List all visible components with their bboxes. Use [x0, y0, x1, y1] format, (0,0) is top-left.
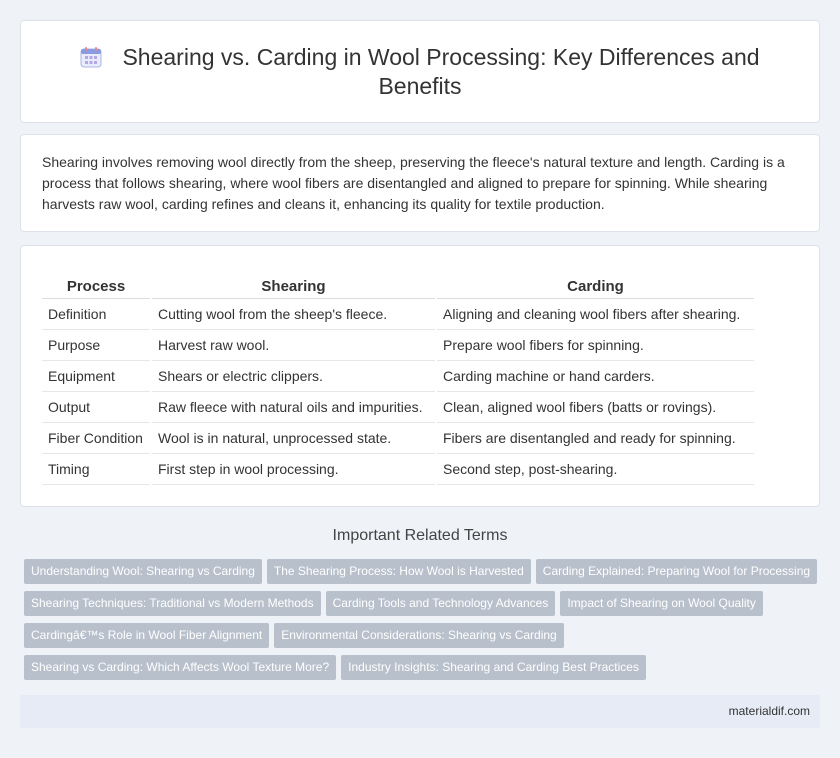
related-term-tag[interactable]: The Shearing Process: How Wool is Harvested	[267, 559, 531, 584]
table-row	[42, 329, 754, 360]
calendar-icon	[80, 46, 102, 68]
related-term-tag[interactable]: Carding Explained: Preparing Wool for Processing	[536, 559, 817, 584]
table-cell: Output	[42, 391, 151, 422]
tag-row	[24, 559, 824, 591]
comparison-table-card	[20, 245, 820, 507]
tag-row	[24, 623, 824, 655]
page-title-wrap	[61, 43, 779, 101]
table-cell: First step in wool processing.	[151, 453, 436, 484]
related-term-tag[interactable]: Industry Insights: Shearing and Carding Best Practices	[341, 655, 646, 680]
related-terms-list	[24, 559, 824, 687]
tag-row	[24, 655, 824, 687]
table-cell: Wool is in natural, unprocessed state.	[151, 422, 436, 453]
table-cell: Second step, post-shearing.	[436, 453, 754, 484]
footer-site-link[interactable]: materialdif.com	[728, 704, 810, 718]
table-cell: Fiber Condition	[42, 422, 151, 453]
table-cell: Purpose	[42, 329, 151, 360]
table-cell: Equipment	[42, 360, 151, 391]
table-cell: Definition	[42, 298, 151, 329]
column-header-carding: Carding	[436, 274, 754, 298]
table-cell: Clean, aligned wool fibers (batts or rovings).	[436, 391, 754, 422]
column-header-shearing: Shearing	[151, 274, 436, 298]
column-header-process: Process	[42, 274, 151, 298]
tag-row	[24, 591, 824, 623]
related-term-tag[interactable]: Shearing vs Carding: Which Affects Wool Texture More?	[24, 655, 336, 680]
page-title: Shearing vs. Carding in Wool Processing: Key Differences and Benefits	[122, 44, 760, 99]
table-cell: Aligning and cleaning wool fibers after shearing.	[436, 298, 754, 329]
header-card	[20, 20, 820, 123]
related-term-tag[interactable]: Shearing Techniques: Traditional vs Modern Methods	[24, 591, 321, 616]
table-cell: Raw fleece with natural oils and impurities.	[151, 391, 436, 422]
related-terms-title: Important Related Terms	[332, 527, 508, 544]
table-cell: Fibers are disentangled and ready for spinning.	[436, 422, 754, 453]
intro-text: Shearing involves removing wool directly from the sheep, preserving the fleece's natural texture and length. Carding is a process that follows shearing, where wool fibers are disentangled and aligned to prepare for spinning. While shearing harvests raw wool, carding refines and cleans it, enhancing its quality for textile production.	[42, 154, 785, 212]
table-header-row	[42, 274, 754, 298]
related-term-tag[interactable]: Impact of Shearing on Wool Quality	[560, 591, 763, 616]
related-term-tag[interactable]: Carding Tools and Technology Advances	[326, 591, 556, 616]
related-term-tag[interactable]: Environmental Considerations: Shearing vs Carding	[274, 623, 563, 648]
table-cell: Harvest raw wool.	[151, 329, 436, 360]
footer-bar	[20, 695, 820, 728]
related-term-tag[interactable]: Understanding Wool: Shearing vs Carding	[24, 559, 262, 584]
table-row	[42, 391, 754, 422]
table-row	[42, 360, 754, 391]
table-cell: Cutting wool from the sheep's fleece.	[151, 298, 436, 329]
related-term-tag[interactable]: Cardingâ€™s Role in Wool Fiber Alignment	[24, 623, 269, 648]
table-row	[42, 422, 754, 453]
intro-card	[20, 134, 820, 232]
table-cell: Timing	[42, 453, 151, 484]
table-cell: Prepare wool fibers for spinning.	[436, 329, 754, 360]
table-row	[42, 453, 754, 484]
comparison-table	[42, 274, 754, 485]
table-row	[42, 298, 754, 329]
table-cell: Shears or electric clippers.	[151, 360, 436, 391]
table-cell: Carding machine or hand carders.	[436, 360, 754, 391]
